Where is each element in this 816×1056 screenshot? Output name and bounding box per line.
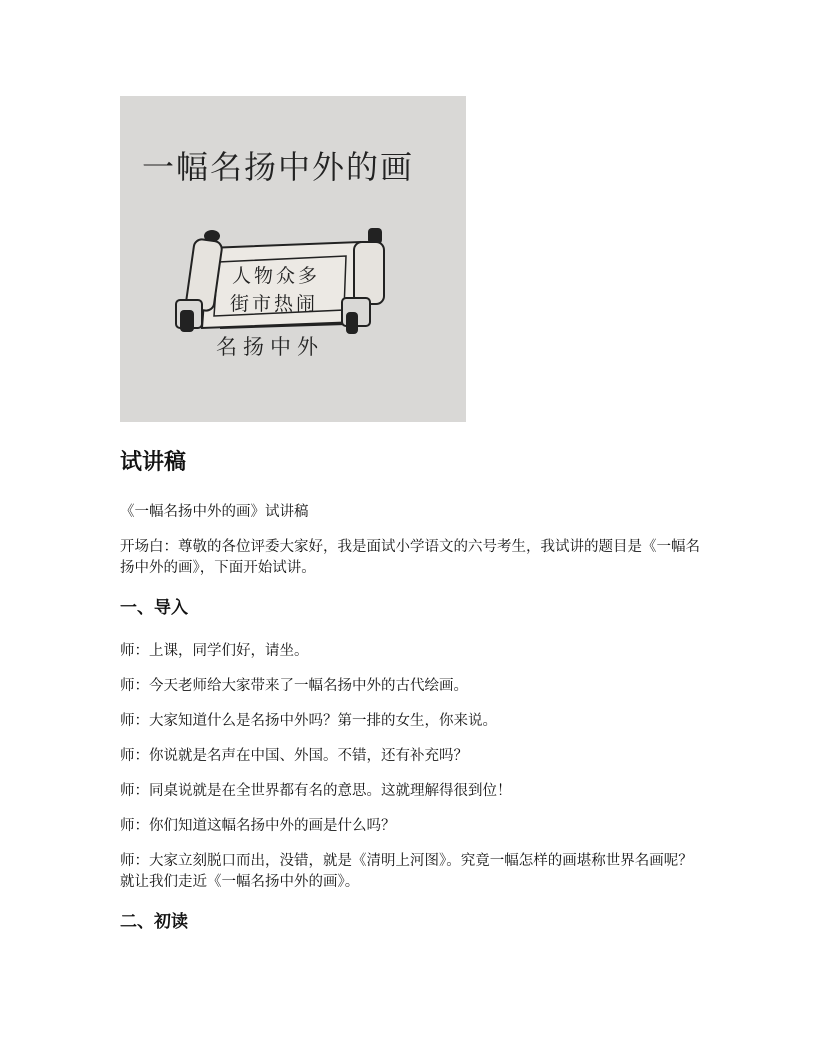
illustration-image — [120, 96, 466, 422]
figure-heading: 一幅名扬中外的画 — [142, 148, 415, 186]
figure-caption: 名扬中外 — [216, 335, 324, 359]
dialogue-line: 师：大家立刻脱口而出，没错，就是《清明上河图》。究竟一幅怎样的画堪称世界名画呢？就让我们走近《一幅名扬中外的画》。 — [120, 853, 693, 891]
dialogue-line: 师：上课，同学们好，请坐。 — [120, 643, 309, 660]
dialogue-line: 师：同桌说就是在全世界都有名的意思。这就理解得很到位！ — [120, 783, 512, 800]
opening-paragraph: 开场白：尊敬的各位评委大家好，我是面试小学语文的六号考生，我试讲的题目是《一幅名扬中外的画》，下面开始试讲。 — [120, 539, 700, 577]
scroll-text-line1: 人物众多 — [232, 265, 321, 287]
dialogue-line: 师：你们知道这幅名扬中外的画是什么吗？ — [120, 818, 396, 835]
scroll-drawing — [120, 96, 466, 422]
section-heading-first-reading: 二、初读 — [120, 912, 188, 933]
document-title: 试讲稿 — [120, 450, 187, 475]
intro-dialogue — [120, 641, 700, 893]
dialogue-line: 师：你说就是名声在中国、外国。不错，还有补充吗？ — [120, 748, 468, 765]
dialogue-line: 师：大家知道什么是名扬中外吗？第一排的女生，你来说。 — [120, 713, 497, 730]
lesson-subtitle: 《一幅名扬中外的画》试讲稿 — [120, 504, 309, 521]
scroll-text-line2: 街市热闹 — [230, 293, 319, 315]
section-heading-intro: 一、导入 — [120, 598, 188, 619]
dialogue-line: 师：今天老师给大家带来了一幅名扬中外的古代绘画。 — [120, 678, 468, 695]
document-page — [120, 96, 700, 935]
